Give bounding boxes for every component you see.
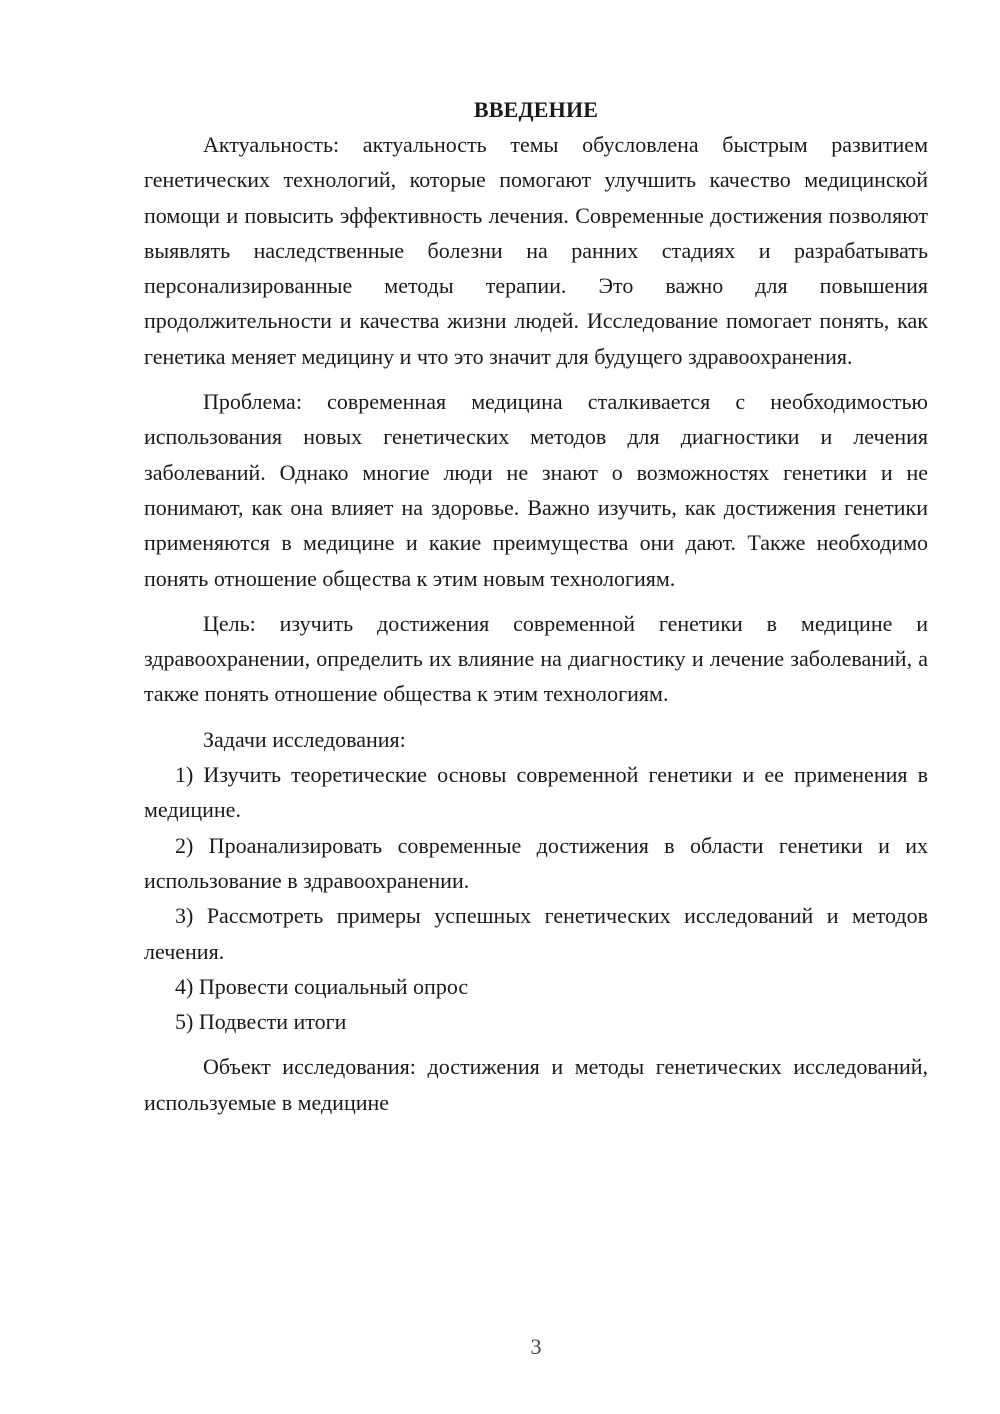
page-content [144, 92, 928, 1120]
task-item: 3) Рассмотреть примеры успешных генетических исследований и методов лечения. [144, 903, 928, 964]
object-paragraph: Объект исследования: достижения и методы генетических исследований, используемые в медицине [144, 1054, 928, 1115]
task-item: 1) Изучить теоретические основы современной генетики и ее применения в медицине. [144, 762, 928, 823]
section-heading: ВВЕДЕНИЕ [473, 97, 599, 122]
page-number: 3 [530, 1334, 542, 1359]
tasks-heading: Задачи исследования: [203, 726, 406, 752]
task-item: 5) Подвести итоги [175, 1009, 347, 1035]
relevance-paragraph: Актуальность: актуальность темы обусловлена быстрым развитием генетических технологий, которые помогают улучшить качество медицинской помощи и повысить эффективность лечения. Современные достижения позволяют выявлять наследственные болезни на ранних стадиях и разрабатывать персонализированные методы терапии. Это важно для повышения продолжительности и качества жизни людей. Исследование помогает понять, как генетика меняет медицину и что это значит для будущего здравоохранения. [144, 132, 928, 369]
task-item: 2) Проанализировать современные достижения в области генетики и их использование в здравоохранении. [144, 832, 928, 893]
problem-paragraph: Проблема: современная медицина сталкивается с необходимостью использования новых генетических методов для диагностики и лечения заболеваний. Однако многие люди не знают о возможностях генетики и не понимают, как она влияет на здоровье. Важно изучить, как достижения генетики применяются в медицине и какие преимущества они дают. Также необходимо понять отношение общества к этим новым технологиям. [144, 389, 928, 591]
task-item: 4) Провести социальный опрос [175, 973, 469, 999]
goal-paragraph: Цель: изучить достижения современной генетики в медицине и здравоохранении, определить их влияние на диагностику и лечение заболеваний, а также понять отношение общества к этим технологиям. [144, 610, 928, 707]
